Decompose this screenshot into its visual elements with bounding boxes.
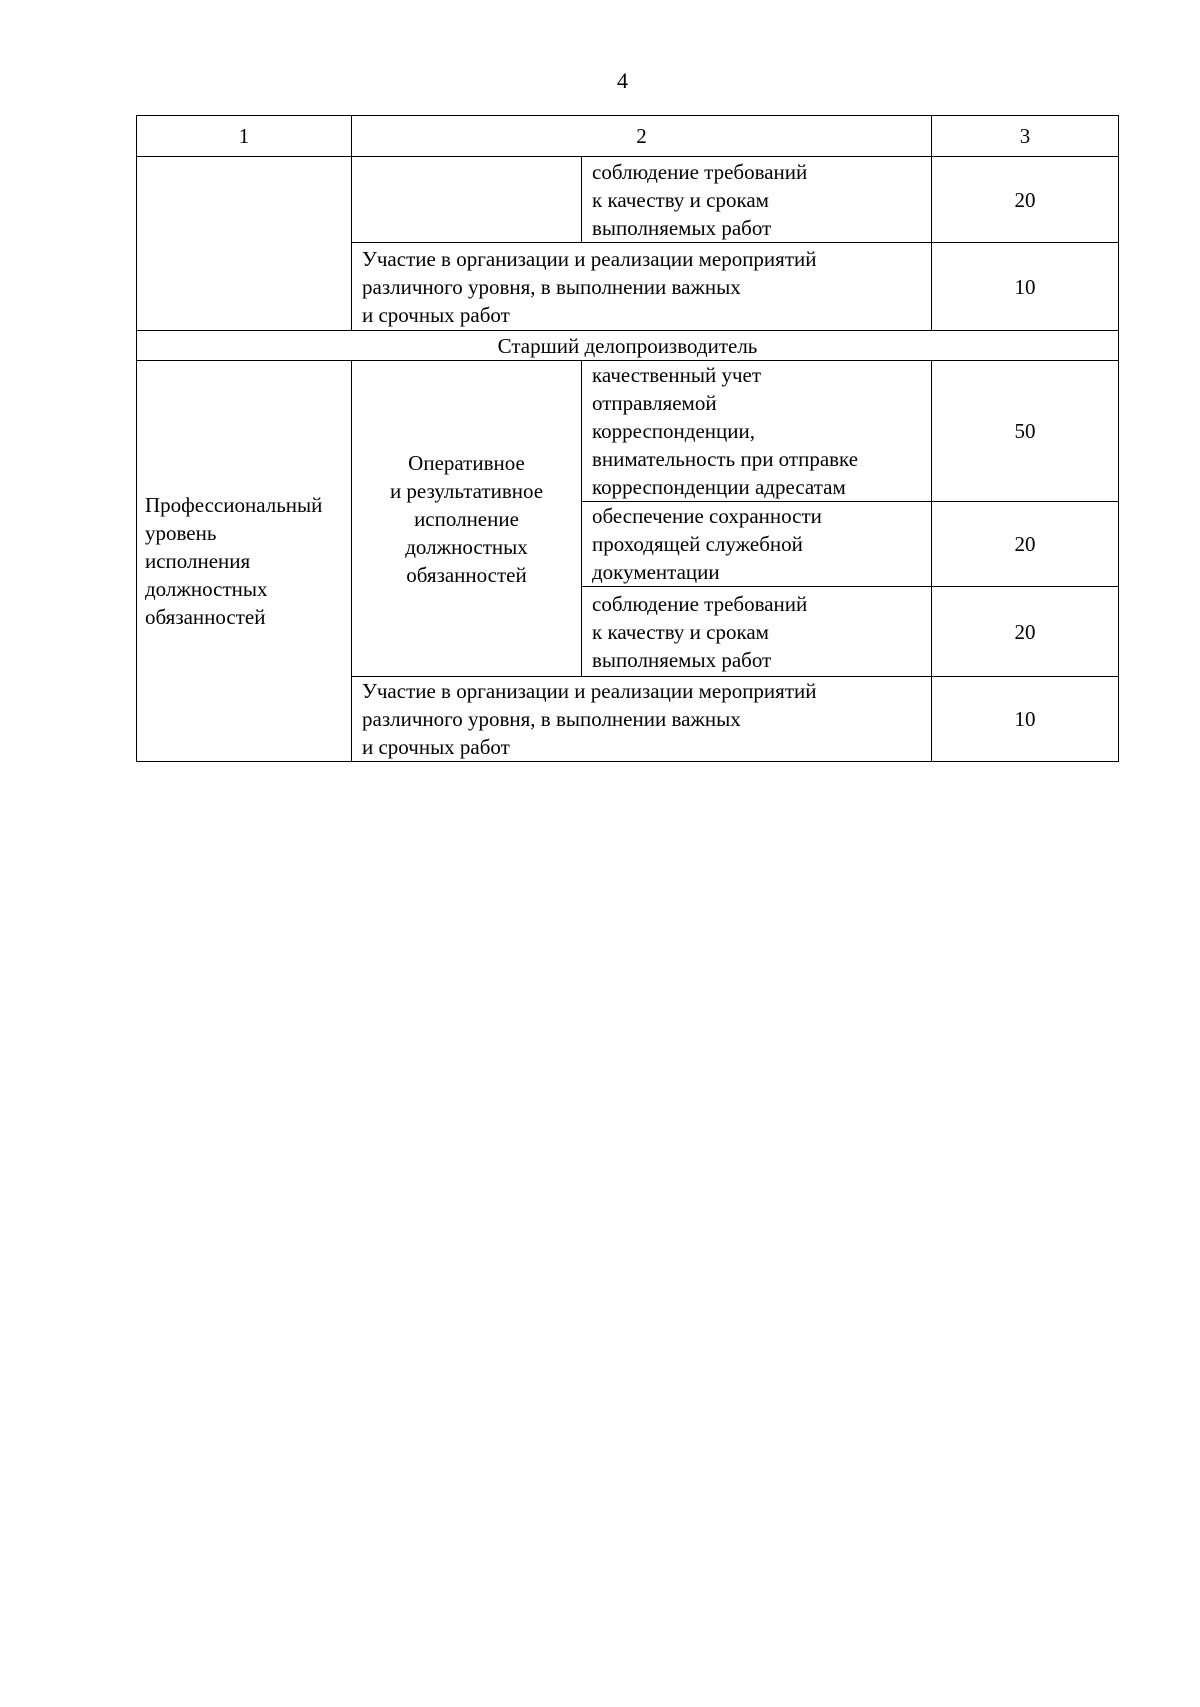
score-cell: 20 [932, 502, 1119, 587]
score-cell: 10 [932, 677, 1119, 762]
empty-indicator-cell [137, 157, 352, 331]
participation-criterion-cell: Участие в организации и реализации мероприятий различного уровня, в выполнении важных и срочных работ [352, 677, 932, 762]
header-col-1: 1 [137, 116, 352, 157]
section-title-row [137, 331, 1119, 361]
score-cell: 20 [932, 157, 1119, 243]
score-cell: 50 [932, 361, 1119, 502]
page-number: 4 [617, 68, 628, 93]
score-cell: 20 [932, 587, 1119, 677]
evaluation-table [136, 115, 1119, 762]
table-row [137, 361, 1119, 502]
section-title: Старший делопроизводитель [137, 331, 1119, 361]
score-cell: 10 [932, 243, 1119, 331]
criterion-cell: обеспечение сохранности проходящей служебной документации [582, 502, 932, 587]
criterion-cell: соблюдение требований к качеству и срокам выполняемых работ [582, 157, 932, 243]
header-col-2: 2 [352, 116, 932, 157]
criterion-cell: соблюдение требований к качеству и срокам выполняемых работ [582, 587, 932, 677]
table-header-row [137, 116, 1119, 157]
empty-subindicator-cell [352, 157, 582, 243]
header-col-3: 3 [932, 116, 1119, 157]
indicator-cell: Профессиональный уровень исполнения должностных обязанностей [137, 361, 352, 762]
subindicator-cell: Оперативное и результативное исполнение должностных обязанностей [352, 361, 582, 677]
participation-criterion-cell: Участие в организации и реализации мероприятий различного уровня, в выполнении важных и срочных работ [352, 243, 932, 331]
criterion-cell: качественный учет отправляемой корреспонденции, внимательность при отправке корреспонденции адресатам [582, 361, 932, 502]
table-row [137, 157, 1119, 243]
